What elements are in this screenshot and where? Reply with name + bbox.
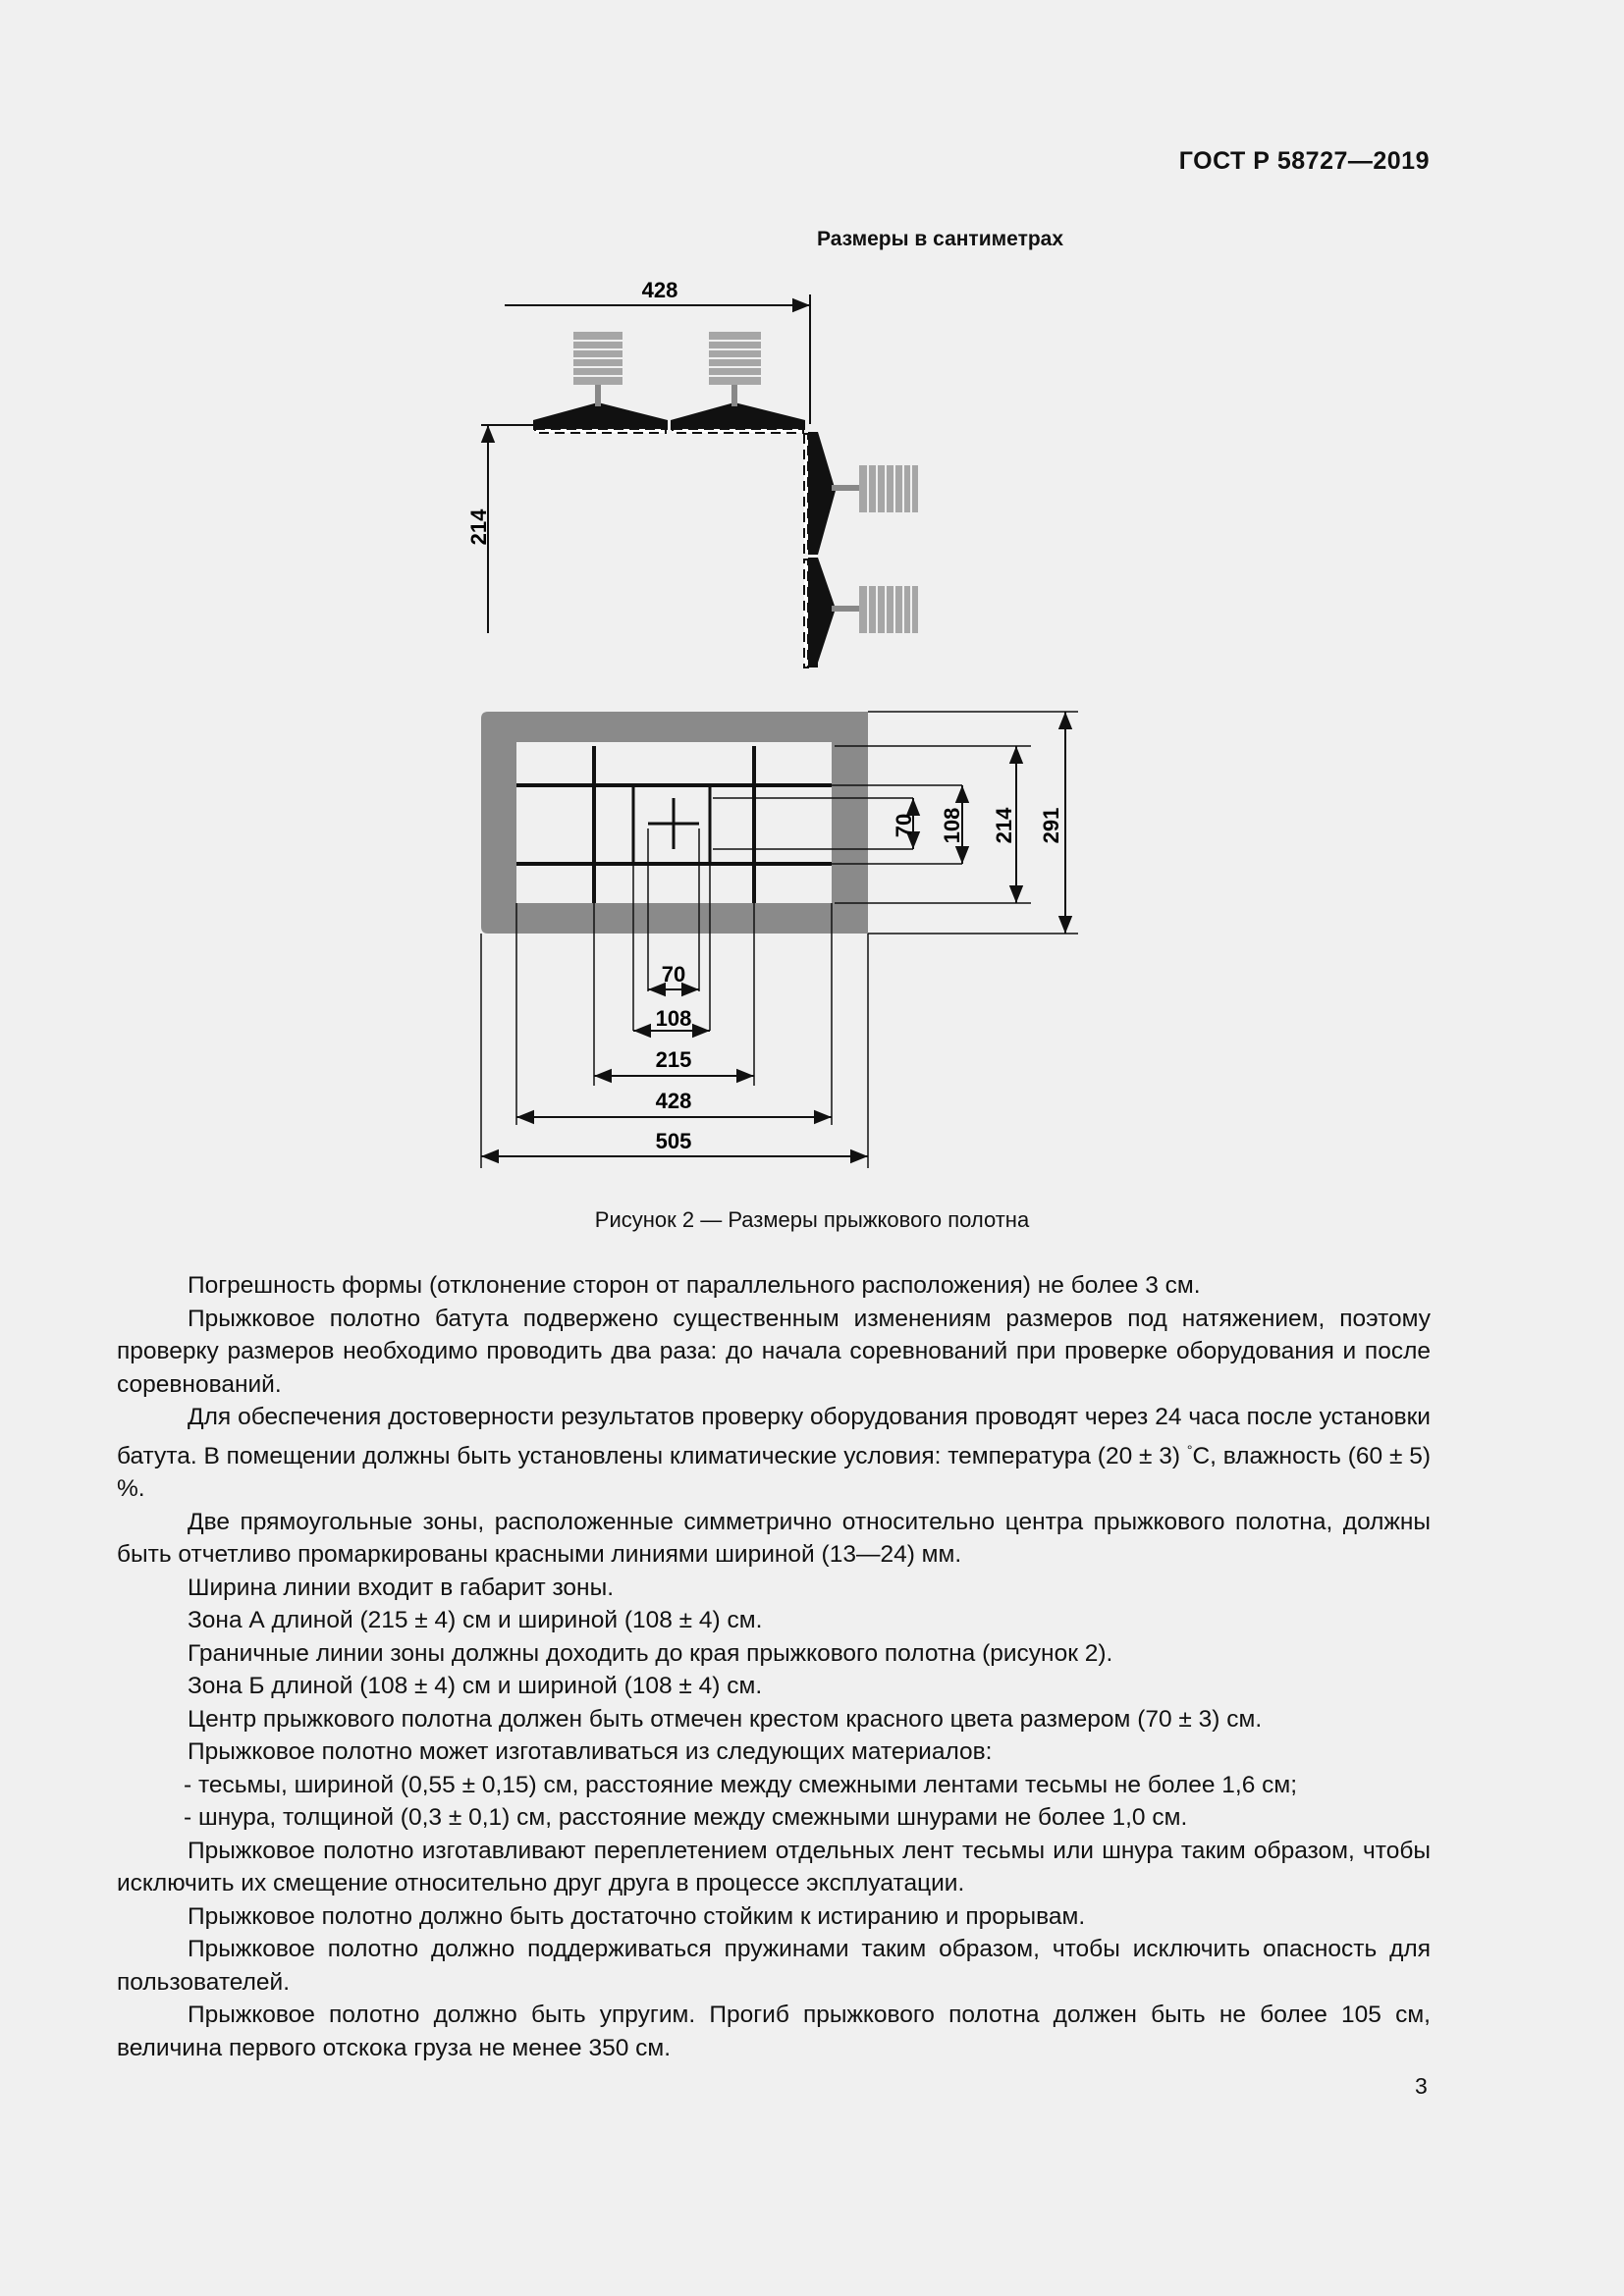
paragraph: Центр прыжкового полотна должен быть отмечен крестом красного цвета размером (70 ± 3) см. (188, 1705, 1263, 1733)
units-note: Размеры в сантиметрах (817, 228, 1064, 250)
paragraph: Две прямоугольные зоны, расположенные симметрично относительно центра прыжкового полотна, должны быть отчетливо промаркированы красными линиями шириной (13—24) мм. (117, 1508, 1431, 1569)
weight-icon-side-2 (859, 586, 918, 633)
dim-label-h-215: 215 (655, 1047, 692, 1072)
paragraph: Прыжковое полотно изготавливают переплетением отдельных лент тесьмы или шнура таким образом, чтобы исключить их смещение относительно друг друга в процессе эксплуатации. (117, 1837, 1431, 1897)
weight-icon-top-1 (573, 332, 623, 385)
paragraph: Прыжковое полотно батута подвержено существенным изменениям размеров под натяжением, поэтому проверку размеров необходимо проводить два раза: до начала соревнований при проверке оборудования и после соревнований. (117, 1305, 1431, 1398)
frame-bar-top-2 (671, 332, 805, 433)
dim-label-h-505: 505 (655, 1129, 692, 1153)
frame-bar-side-2 (804, 558, 918, 667)
body-text (117, 1269, 1431, 2064)
dim-label-h-108: 108 (655, 1006, 692, 1031)
dim-label-v-291: 291 (1039, 807, 1063, 844)
page-number: 3 (1415, 2073, 1428, 2099)
list-item: - шнура, толщиной (0,3 ± 0,1) см, расстояние между смежными шнурами не более 1,0 см. (184, 1804, 1188, 1832)
paragraph-part: С, влажность (60 ± 5) %. (117, 1442, 1431, 1503)
paragraph: Прыжковое полотно должно быть упругим. Прогиб прыжкового полотна должен быть не более 105 см, величина первого отскока груза не менее 350 см. (117, 2002, 1431, 2061)
paragraph: Зона Б длиной (108 ± 4) см и шириной (108 ± 4) см. (188, 1673, 763, 1700)
paragraph-part: Для обеспечения достоверности результатов проверку оборудования проводят через 24 часа после установки батута. В помещении должны быть установлены климатические условия: температура (20 ± 3) (117, 1404, 1431, 1469)
document-code: ГОСТ Р 58727—2019 (1178, 147, 1430, 175)
list-item: - тесьмы, шириной (0,55 ± 0,15) см, расстояние между смежными лентами тесьмы не более 1,6 см; (184, 1771, 1298, 1798)
weight-icon-side-1 (859, 465, 918, 512)
paragraph (117, 1401, 1431, 1506)
bed-plan-diagram (481, 712, 1078, 1168)
frame-bar-side-1 (804, 432, 918, 555)
dim-label-h-70: 70 (661, 962, 686, 987)
paragraph: Прыжковое полотно должно быть достаточно стойким к истиранию и прорывам. (188, 1902, 1086, 1930)
dim-label-top-height: 214 (466, 508, 491, 546)
dim-label-top-width: 428 (641, 278, 678, 302)
degree-sign: ° (1186, 1441, 1193, 1458)
dim-label-h-428: 428 (655, 1089, 692, 1113)
dim-label-v-214: 214 (992, 807, 1016, 844)
paragraph: Ширина линии входит в габарит зоны. (188, 1574, 615, 1601)
figure-caption: Рисунок 2 — Размеры прыжкового полотна (594, 1207, 1030, 1232)
paragraph: Прыжковое полотно должно поддерживаться пружинами таким образом, чтобы исключить опасность для пользователей. (117, 1936, 1431, 1996)
dim-label-v-70: 70 (892, 813, 916, 838)
measurement-setup-diagram (466, 278, 918, 667)
paragraph: Погрешность формы (отклонение сторон от параллельного расположения) не более 3 см. (188, 1272, 1201, 1299)
weight-icon-top-2 (709, 332, 761, 385)
frame-bar-top-1 (533, 332, 668, 433)
paragraph: Прыжковое полотно может изготавливаться из следующих материалов: (188, 1738, 993, 1766)
paragraph: Зона А длиной (215 ± 4) см и шириной (108 ± 4) см. (188, 1607, 763, 1634)
paragraph: Граничные линии зоны должны доходить до края прыжкового полотна (рисунок 2). (188, 1639, 1113, 1667)
dim-label-v-108: 108 (940, 807, 964, 844)
